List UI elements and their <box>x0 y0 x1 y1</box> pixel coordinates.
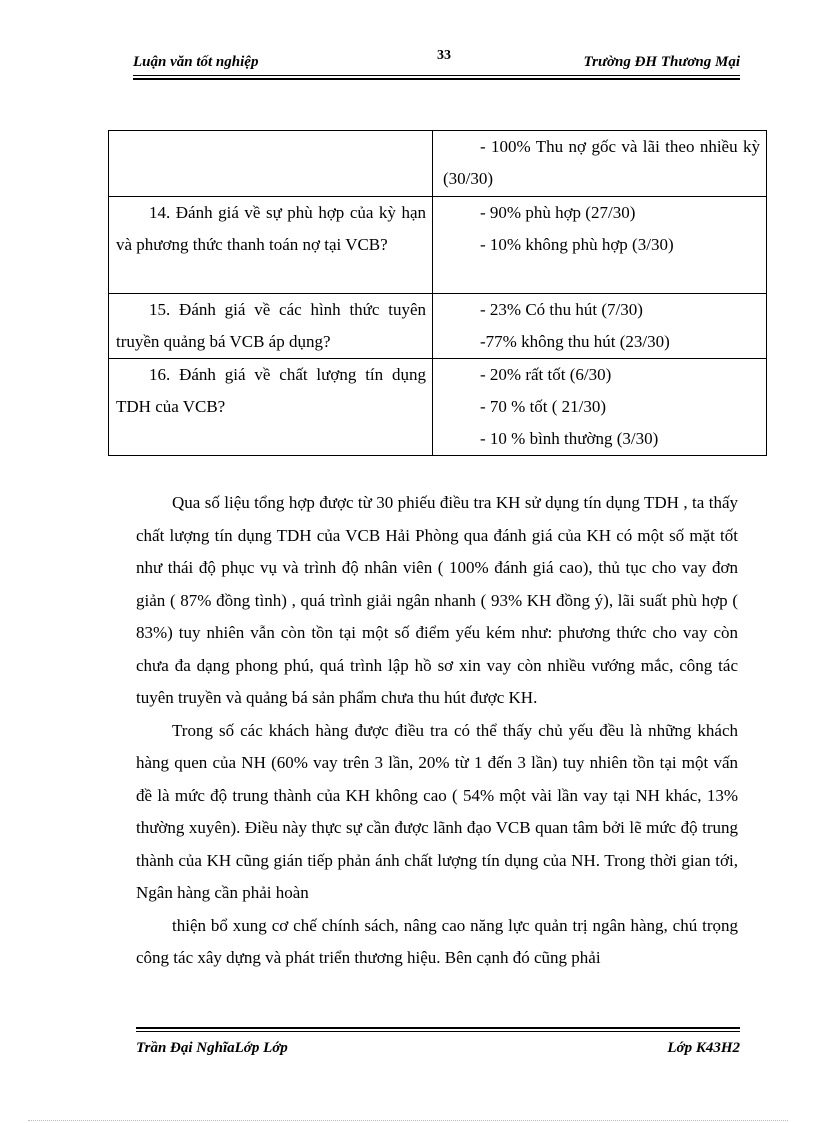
question-text: 15. Đánh giá về các hình thức tuyên truyền quảng bá VCB áp dụng? <box>116 300 426 351</box>
answer-item: - 23% Có thu hút (7/30) <box>480 300 643 319</box>
page-edge-divider <box>28 1120 788 1121</box>
survey-table <box>108 130 767 456</box>
answer-item: -77% không thu hút (23/30) <box>480 332 670 351</box>
answer-cell <box>433 131 767 197</box>
answer-cell <box>433 294 767 359</box>
header-university-label: Trường ĐH Thương Mại <box>583 54 740 70</box>
answer-item: - 70 % tốt ( 21/30) <box>480 397 607 416</box>
question-cell <box>109 131 433 197</box>
header-rule-top <box>133 75 740 76</box>
body-text <box>136 487 738 975</box>
paragraph: thiện bổ xung cơ chế chính sách, nâng cao năng lực quản trị ngân hàng, chú trọng công tác xây dựng và phát triển thương hiệu. Bên cạnh đó cũng phải <box>136 915 738 967</box>
header-thesis-label: Luận văn tốt nghiệp <box>133 54 259 70</box>
question-cell <box>109 294 433 359</box>
answer-item: - 90% phù hợp (27/30) <box>480 203 636 222</box>
footer-author: Trần Đại NghĩaLớp Lớp <box>136 1040 288 1056</box>
paragraph: Trong số các khách hàng được điều tra có thể thấy chủ yếu đều là những khách hàng quen của NH (60% vay trên 3 lần, 20% từ 1 đến 3 lần) tuy nhiên tồn tại một vấn đề là mức độ trung thành của KH không cao ( 54% một vài lần vay tại NH khác, 13% thường xuyên). Điều này thực sự cần được lãnh đạo VCB quan tâm bởi lẽ mức độ trung thành của KH cũng gián tiếp phản ánh chất lượng tín dụng của NH. Trong thời gian tới, Ngân hàng cần phải hoàn <box>136 720 738 902</box>
header-rule-bottom <box>133 78 740 80</box>
question-cell <box>109 359 433 456</box>
paragraph: Qua số liệu tổng hợp được từ 30 phiếu điều tra KH sử dụng tín dụng TDH , ta thấy chất lượng tín dụng TDH của VCB Hải Phòng qua đánh giá của KH có một số mặt tốt như thái độ phục vụ và trình độ nhân viên ( 100% đánh giá cao), thủ tục cho vay đơn giản ( 87% đồng tình) , quá trình giải ngân nhanh ( 93% KH đồng ý), lãi suất phù hợp ( 83%) tuy nhiên vẫn còn tồn tại một số điểm yếu kém như: phương thức cho vay còn chưa đa dạng phong phú, quá trình lập hồ sơ xin vay còn nhiều vướng mắc, công tác tuyên truyền và quảng bá sản phẩm chưa thu hút được KH. <box>136 493 738 707</box>
answer-cell <box>433 359 767 456</box>
question-text: 16. Đánh giá về chất lượng tín dụng TDH của VCB? <box>116 365 426 416</box>
table-row <box>109 359 767 456</box>
table-row <box>109 131 767 197</box>
answer-cell <box>433 197 767 294</box>
answer-item: - 10% không phù hợp (3/30) <box>480 235 674 254</box>
footer-rule-top <box>136 1027 740 1029</box>
page-number: 33 <box>437 48 451 63</box>
footer-rule-bottom <box>136 1031 740 1032</box>
question-text: 14. Đánh giá về sự phù hợp của kỳ hạn và phương thức thanh toán nợ tại VCB? <box>116 203 426 254</box>
table-row <box>109 294 767 359</box>
table-row <box>109 197 767 294</box>
page-footer <box>136 1040 740 1060</box>
question-cell <box>109 197 433 294</box>
answer-item: - 100% Thu nợ gốc và lãi theo nhiều kỳ (30/30) <box>443 137 760 188</box>
answer-item: - 20% rất tốt (6/30) <box>480 365 612 384</box>
page-header <box>133 48 740 72</box>
footer-class: Lớp K43H2 <box>667 1040 740 1056</box>
answer-item: - 10 % bình thường (3/30) <box>480 429 659 448</box>
